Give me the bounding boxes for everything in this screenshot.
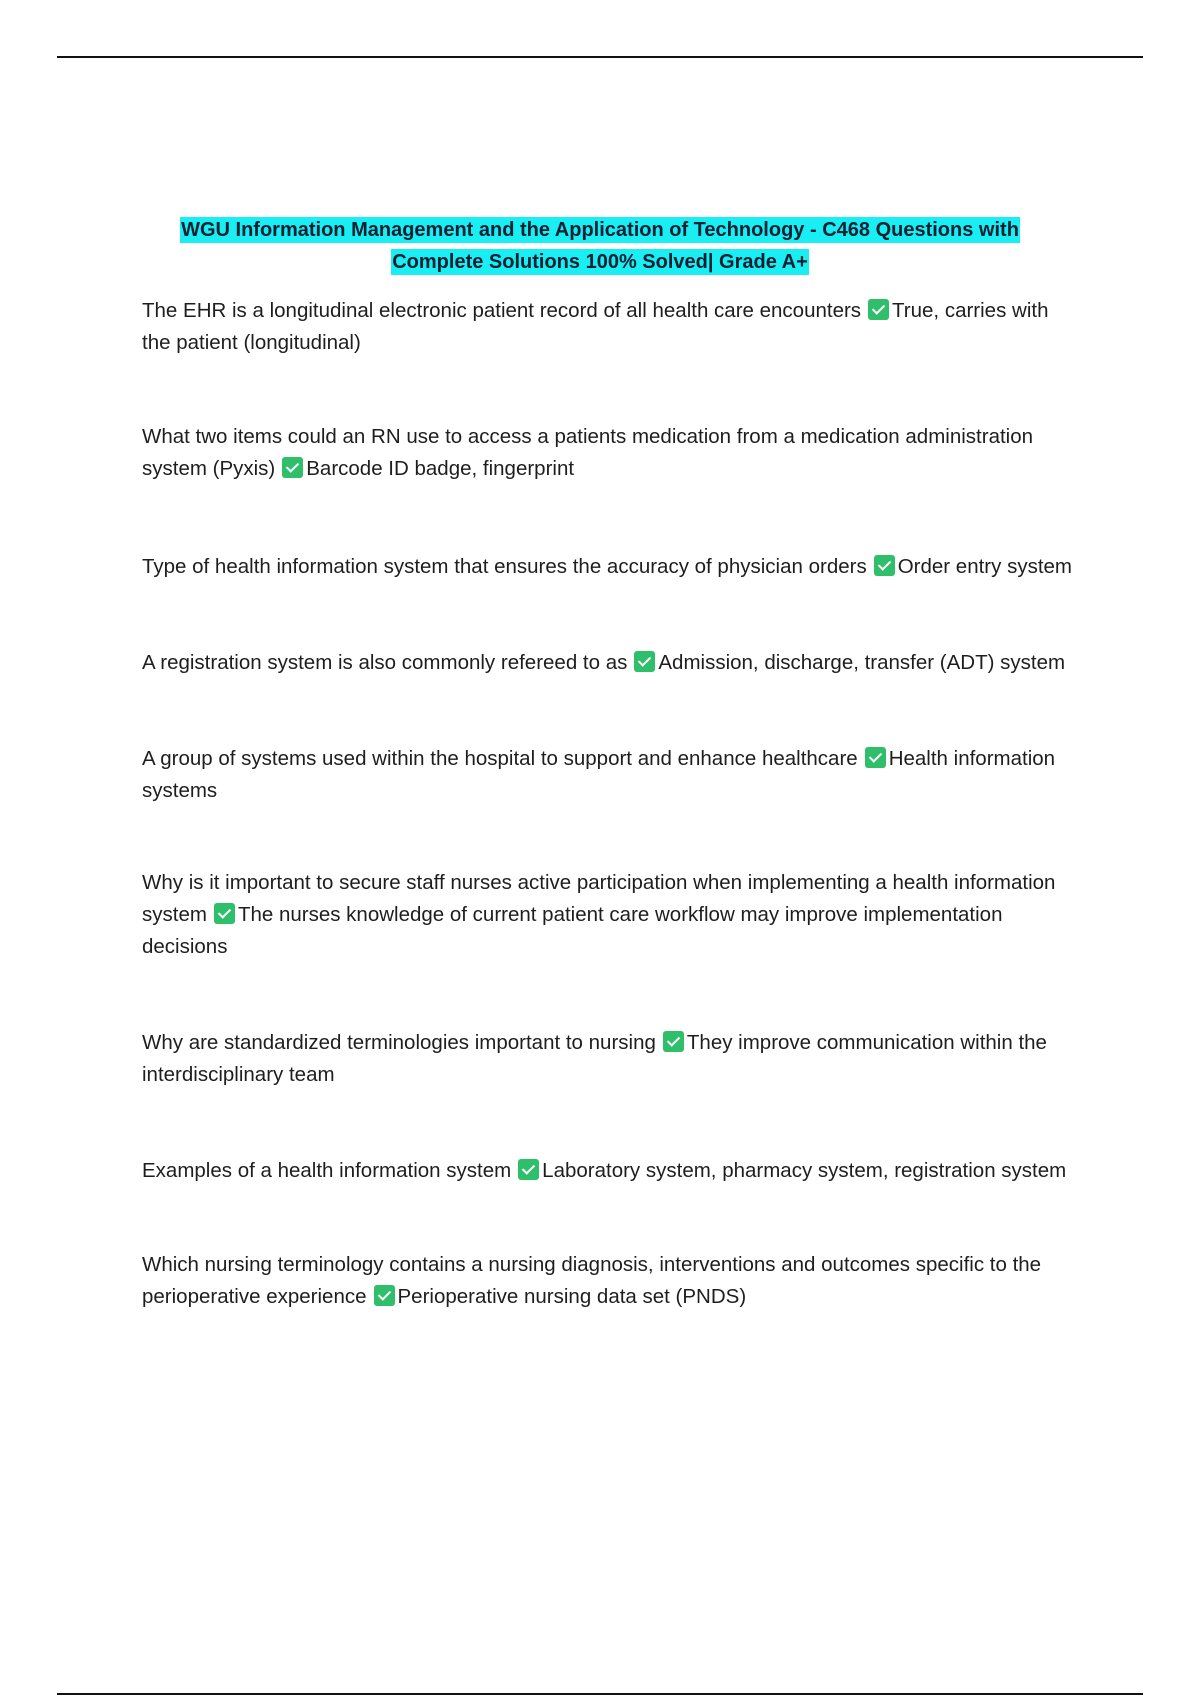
green-checkmark-icon	[868, 299, 889, 320]
answer-text: True, carries with the patient (longitudinal)	[142, 299, 1049, 354]
answer-text: Perioperative nursing data set (PNDS)	[397, 1285, 747, 1308]
question-text: Which nursing terminology contains a nursing diagnosis, interventions and outcomes specific to the perioperative experience	[142, 1253, 1042, 1308]
question-text: Examples of a health information system	[142, 1159, 512, 1182]
qa-item	[142, 647, 1072, 679]
answer-text: Laboratory system, pharmacy system, registration system	[542, 1159, 1067, 1182]
answer-text: Admission, discharge, transfer (ADT) system	[658, 651, 1066, 674]
answer-text: They improve communication within the interdisciplinary team	[142, 1031, 1047, 1086]
qa-item	[142, 551, 1072, 583]
qa-item	[142, 421, 1072, 485]
document-title	[130, 214, 1070, 278]
green-checkmark-icon	[518, 1159, 539, 1180]
green-checkmark-icon	[214, 903, 235, 924]
question-text: A registration system is also commonly refereed to as	[142, 651, 628, 674]
question-text: Why are standardized terminologies important to nursing	[142, 1031, 656, 1054]
question-text: The EHR is a longitudinal electronic patient record of all health care encounters	[142, 299, 862, 322]
title-line-2: Complete Solutions 100% Solved| Grade A+	[392, 251, 808, 273]
qa-item	[142, 867, 1072, 963]
green-checkmark-icon	[282, 457, 303, 478]
question-text: Why is it important to secure staff nurses active participation when implementing a health information system	[142, 871, 1056, 926]
qa-item	[142, 1155, 1072, 1187]
title-line-1: WGU Information Management and the Application of Technology - C468 Questions with	[181, 219, 1019, 241]
top-divider	[57, 56, 1143, 58]
answer-text: Order entry system	[897, 555, 1072, 578]
qa-item	[142, 743, 1072, 807]
green-checkmark-icon	[634, 651, 655, 672]
qa-item	[142, 295, 1072, 359]
answer-text: Health information systems	[142, 747, 1056, 802]
bottom-divider	[57, 1693, 1143, 1695]
question-text: A group of systems used within the hospital to support and enhance healthcare	[142, 747, 858, 770]
green-checkmark-icon	[874, 555, 895, 576]
green-checkmark-icon	[374, 1285, 395, 1306]
answer-text: The nurses knowledge of current patient care workflow may improve implementation decisions	[142, 903, 1003, 958]
qa-item	[142, 1027, 1072, 1091]
question-text: What two items could an RN use to access a patients medication from a medication administration system (Pyxis)	[142, 425, 1034, 480]
question-text: Type of health information system that ensures the accuracy of physician orders	[142, 555, 867, 578]
green-checkmark-icon	[865, 747, 886, 768]
qa-item	[142, 1249, 1072, 1313]
answer-text: Barcode ID badge, fingerprint	[306, 457, 575, 480]
qa-list	[142, 295, 1072, 1313]
green-checkmark-icon	[663, 1031, 684, 1052]
